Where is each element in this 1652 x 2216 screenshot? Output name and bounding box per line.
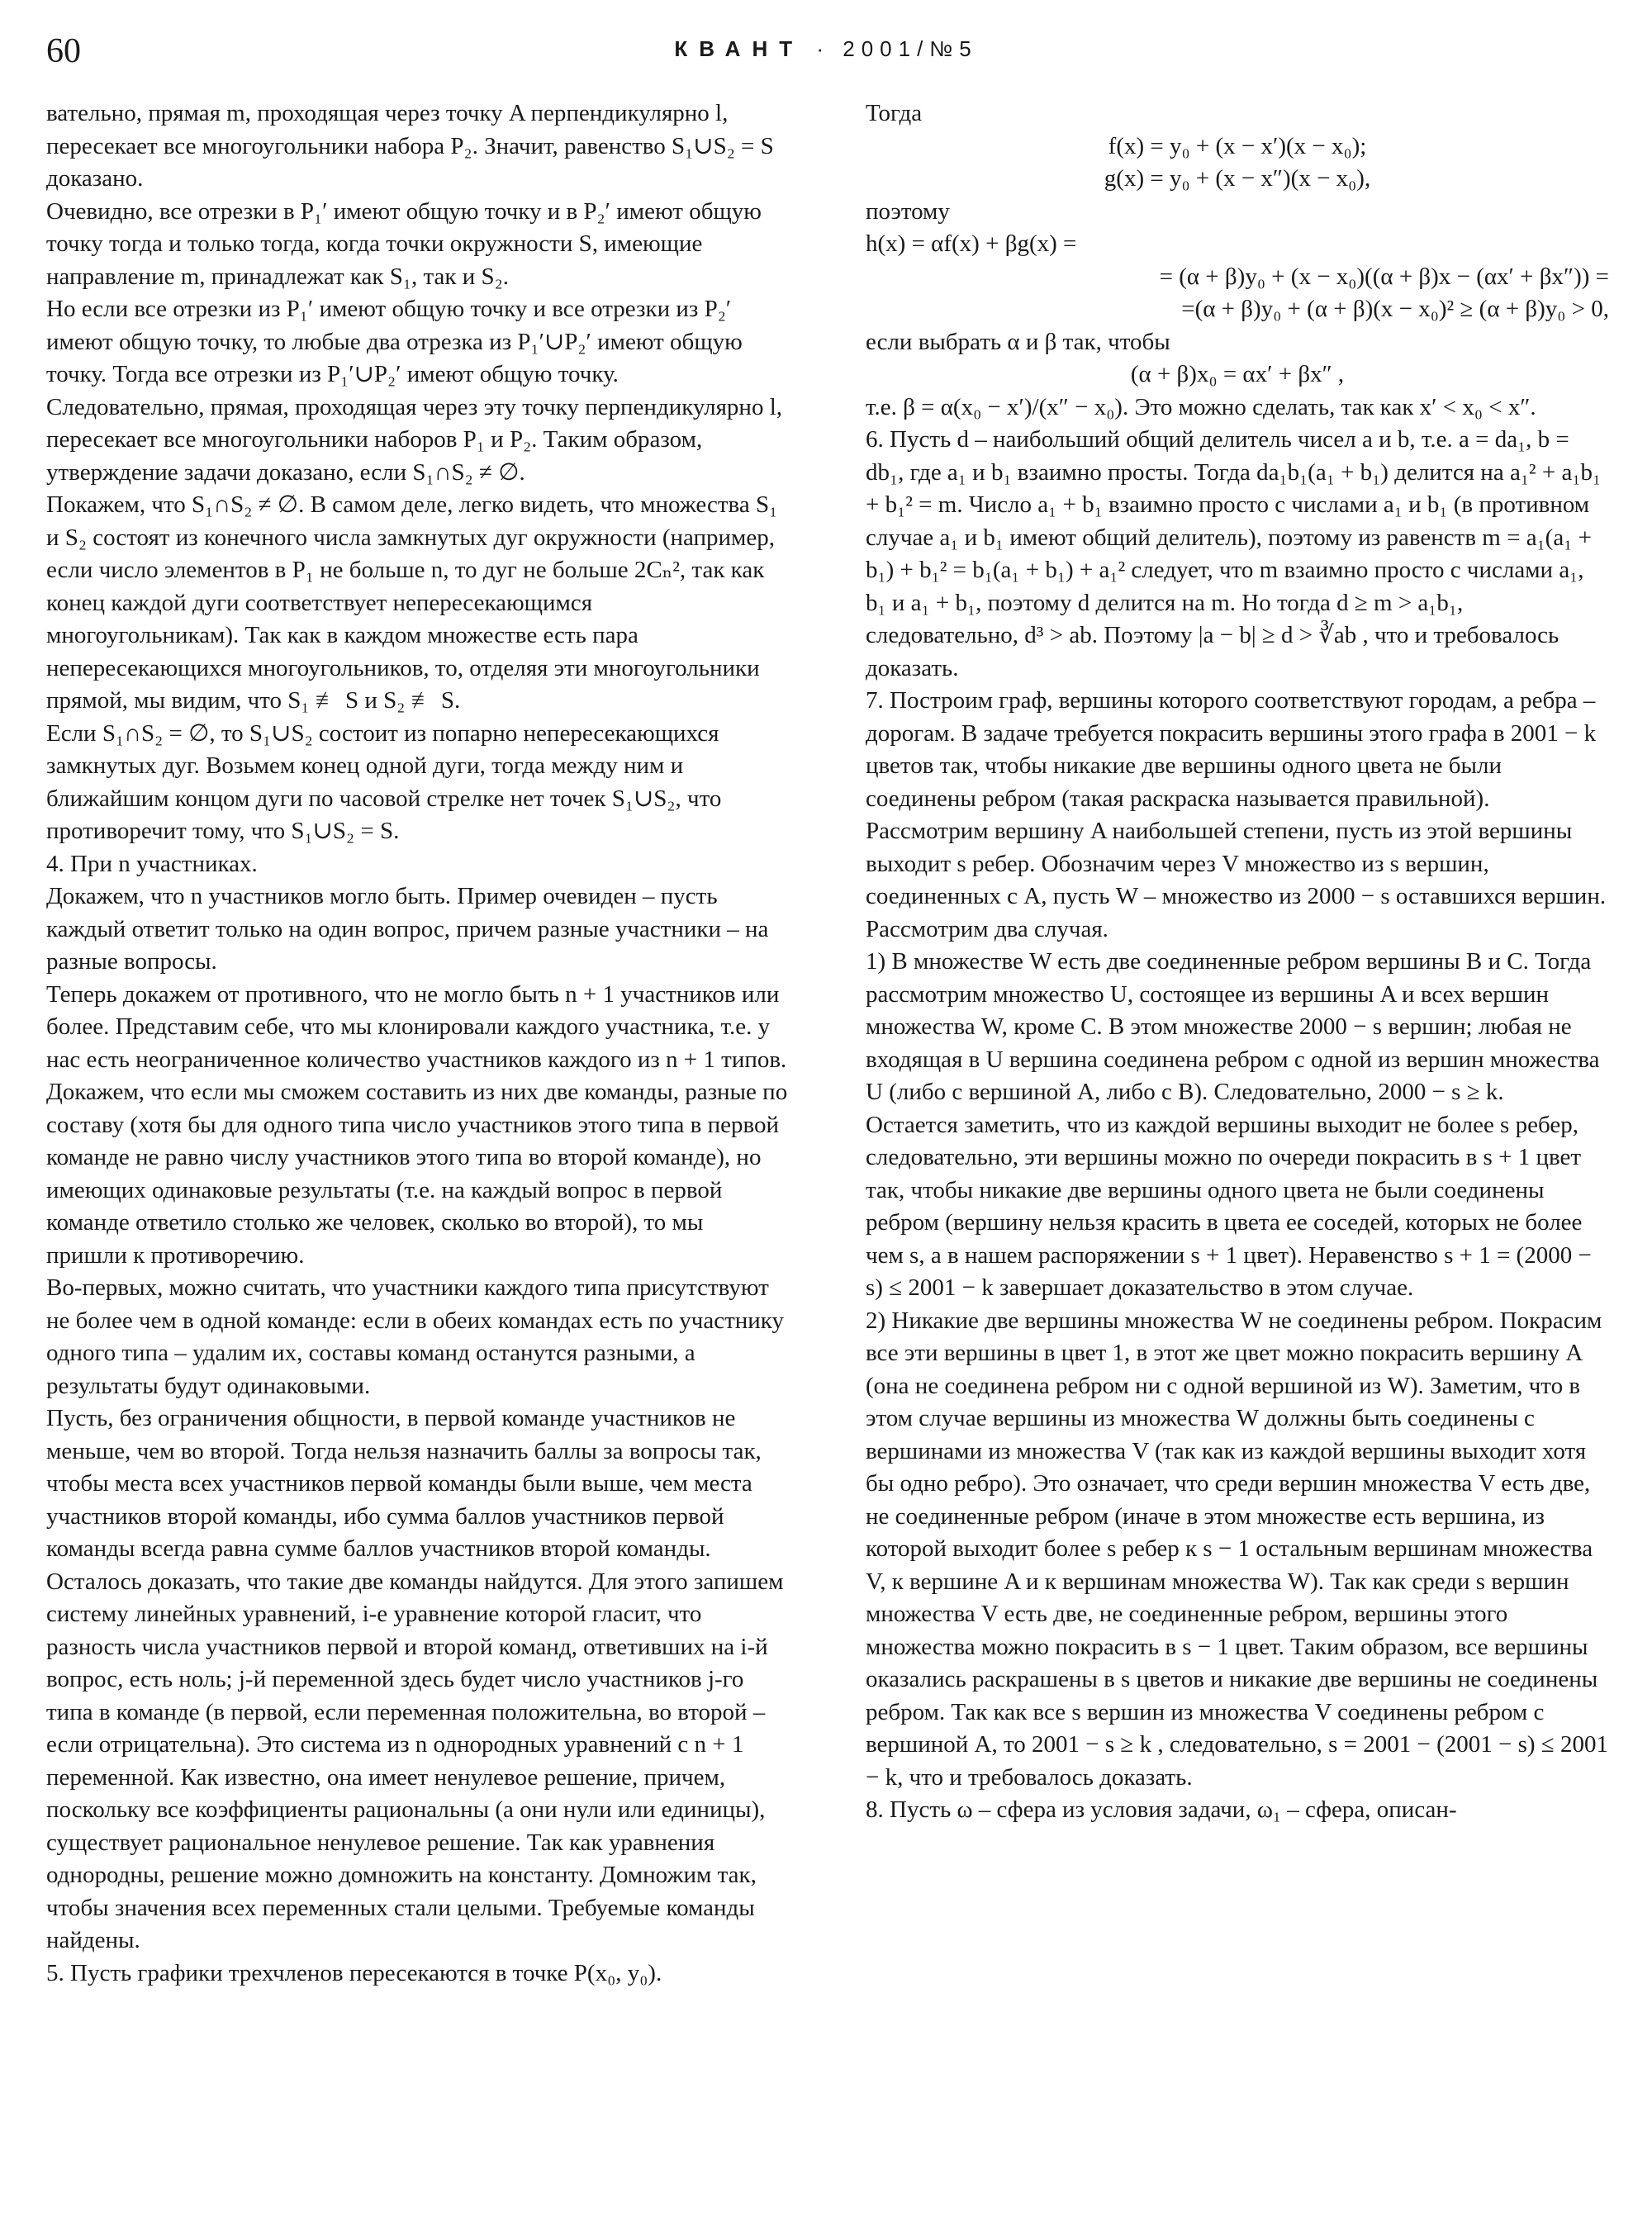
text-choose: если выбрать α и β так, чтобы bbox=[866, 328, 1170, 355]
problem-heading: 4. При n участниках. bbox=[46, 850, 258, 877]
left-column bbox=[46, 97, 790, 1990]
paragraph: 5. Пусть графики трехчленов пересекаются в точке P(x₀, y₀). bbox=[46, 1959, 662, 1986]
paragraph: Осталось доказать, что такие две команды найдутся. Для этого запишем систему линейных уравнений, i-е уравнение которой гласит, что разность числа участников первой и второй команд, ответивших на i-й вопрос, есть ноль; j-й переменной здесь будет число участников j-го типа в команде (в первой, если переменная положительна, во второй – если отрицательна). Это система из n однородных уравнений с n + 1 переменной. Как известно, она имеет ненулевое решение, причем, поскольку все коэффициенты рациональны (а они нули или единицы), существует рациональное ненулевое решение. Так как уравнения однородны, решение можно домножить на константу. Домножим так, чтобы значения всех переменных стали целыми. Требуемые команды найдены. bbox=[46, 1568, 784, 1953]
paragraph: 6. Пусть d – наибольший общий делитель чисел a и b, т.е. a = da₁, b = db₁, где a₁ и b₁ взаимно просты. Тогда da₁b₁(a₁ + b₁) делится на a₁² + a₁b₁ + b₁² = m. Число a₁ + b₁ взаимно просто с числами a₁ и b₁ (в противном случае a₁ и b₁ имеют общий делитель), поэтому из равенств m = a₁(a₁ + b₁) + b₁² = b₁(a₁ + b₁) + a₁² следует, что m взаимно просто с числами a₁, b₁ и a₁ + b₁, поэтому d делится на m. Но тогда d ≥ m > a₁b₁, следовательно, d³ > ab. Поэтому |a − b| ≥ d > ∛ab , что и требовалось доказать. bbox=[866, 426, 1602, 681]
paragraph: 1) В множестве W есть две соединенные ребром вершины B и C. Тогда рассмотрим множество U, состоящее из вершины A и всех вершин множества W, кроме C. В этом множестве 2000 − s вершин; любая не входящая в U вершина соединена ребром с одной из вершин множества U (либо с вершиной A, либо с B). Следовательно, 2000 − s ≥ k. bbox=[866, 948, 1600, 1105]
equation-h1: h(x) = αf(x) + βg(x) = bbox=[866, 230, 1077, 257]
paragraph: вательно, прямая m, проходящая через точку A перпендикулярно l, пересекает все многоугольники набора P₂. Значит, равенство S₁∪S₂ = S доказано. bbox=[46, 100, 774, 192]
paragraph: Если S₁∩S₂ = ∅, то S₁∪S₂ состоит из попарно непересекающихся замкнутых дуг. Возьмем конец одной дуги, тогда между ним и ближайшим концом дуги по часовой стрелке нет точек S₁∪S₂, что противоречит тому, что S₁∪S₂ = S. bbox=[46, 719, 722, 844]
issue-label: · 2001/№5 bbox=[816, 36, 978, 61]
paragraph: Но если все отрезки из P₁′ имеют общую точку и все отрезки из P₂′ имеют общую точку, то любые два отрезка из P₁′∪P₂′ имеют общую точку. Тогда все отрезки из P₁′∪P₂′ имеют общую точку. bbox=[46, 296, 743, 387]
paragraph: 8. Пусть ω – сфера из условия задачи, ω₁ – сфера, описан- bbox=[866, 1796, 1457, 1823]
equation-g: g(x) = y₀ + (x − x″)(x − x₀), bbox=[1104, 165, 1371, 192]
equation-h3: =(α + β)y₀ + (α + β)(x − x₀)² ≥ (α + β)y₀ > 0, bbox=[1181, 296, 1609, 322]
text-then: Тогда bbox=[866, 100, 923, 126]
text-therefore: поэтому bbox=[866, 197, 950, 225]
paragraph: Покажем, что S₁∩S₂ ≠ ∅. В самом деле, легко видеть, что множества S₁ и S₂ состоят из конечного числа замкнутых дуг окружности (например, если число элементов в P₁ не больше n, то дуг не больше 2Cₙ², так как конец каждой дуги соответствует непересекающимся многоугольникам). Так как в каждом множестве есть пара непересекающихся многоугольников, то, отделяя эти многоугольники прямой, мы видим, что S₁ ≢ S и S₂ ≢ S. bbox=[46, 491, 778, 714]
equation-f: f(x) = y₀ + (x − x′)(x − x₀); bbox=[1108, 132, 1367, 159]
paragraph: Во-первых, можно считать, что участники каждого типа присутствуют не более чем в одной команде: если в обеих командах есть по участнику одного типа – удалим их, составы команд останутся разными, а результаты будут одинаковыми. bbox=[46, 1274, 784, 1399]
page-number: 60 bbox=[46, 32, 81, 70]
paragraph: 7. Построим граф, вершины которого соответствуют городам, а ребра – дорогам. В задаче требуется покрасить вершины этого графа в 2001 − k цветов так, чтобы никакие две вершины одного цвета не были соединены ребром (такая раскраска называется правильной). bbox=[866, 687, 1597, 812]
journal-title: КВАНТ bbox=[674, 36, 805, 61]
paragraph: Остается заметить, что из каждой вершины выходит не более s ребер, следовательно, эти вершины можно по очереди покрасить в s + 1 цвет так, чтобы никакие две вершины одного цвета не были соединены ребром (вершину нельзя красить в цвета ее соседей, которых не более чем s, а в нашем распоряжении s + 1 цвет). Неравенство s + 1 = (2000 − s) ≤ 2001 − k завершает доказательство в этом случае. bbox=[866, 1111, 1592, 1301]
paragraph: Рассмотрим вершину A наибольшей степени, пусть из этой вершины выходит s ребер. Обозначим через V множество из s вершин, соединенных с A, пусть W – множество из 2000 − s оставшихся вершин. Рассмотрим два случая. bbox=[866, 818, 1607, 942]
paragraph: Пусть, без ограничения общности, в первой команде участников не меньше, чем во второй. Тогда нельзя назначить баллы за вопросы так, чтобы места всех участников первой команды были выше, чем места участников второй команды, ибо сумма баллов участников первой команды всегда равна сумме баллов участников второй команды. bbox=[46, 1405, 762, 1562]
paragraph: Следовательно, прямая, проходящая через эту точку перпендикулярно l, пересекает все многоугольники наборов P₁ и P₂. Таким образом, утверждение задачи доказано, если S₁∩S₂ ≠ ∅. bbox=[46, 393, 783, 486]
equation-h2: = (α + β)y₀ + (x − x₀)((α + β)x − (αx′ + βx″)) = bbox=[1159, 263, 1609, 290]
right-column bbox=[866, 97, 1609, 1827]
equation-condition: (α + β)x₀ = αx′ + βx″ , bbox=[1130, 361, 1345, 387]
running-header bbox=[0, 36, 1652, 62]
paragraph: Очевидно, все отрезки в P₁′ имеют общую точку и в P₂′ имеют общую точку тогда и только тогда, когда точки окружности S, имеющие направление m, принадлежат как S₁, так и S₂. bbox=[46, 197, 762, 290]
paragraph: Докажем, что n участников могло быть. Пример очевиден – пусть каждый ответит только на один вопрос, причем разные участники – на разные вопросы. bbox=[46, 883, 769, 975]
paragraph: Теперь докажем от противного, что не могло быть n + 1 участников или более. Представим себе, что мы клонировали каждого участника, т.е. у нас есть неограниченное количество участников каждого из n + 1 типов. Докажем, что если мы сможем составить из них две команды, разные по составу (хотя бы для одного типа число участников этого типа в первой команде не равно числу участников этого типа во второй команде), но имеющих одинаковые результаты (т.е. на каждый вопрос в первой команде ответило столько же человек, сколько во второй), то мы пришли к противоречию. bbox=[46, 980, 788, 1269]
text-ie: т.е. β = α(x₀ − x′)/(x″ − x₀). Это можно сделать, так как x′ < x₀ < x″. bbox=[866, 393, 1536, 420]
paragraph: 2) Никакие две вершины множества W не соединены ребром. Покрасим все эти вершины в цвет 1, в этот же цвет можно покрасить вершину A (она не соединена ребром ни с одной вершиной из W). Заметим, что в этом случае вершины из множества W должны быть соединены с вершинами из множества V (так как из каждой вершины выходит хотя бы одно ребро). Это означает, что среди вершин множества V есть две, не соединенные ребром (иначе в этом множестве есть вершина, из которой выходит более s ребер к s − 1 остальным вершинам множества V, к вершине A и к вершинам множества W). Так как среди s вершин множества V есть две, не соединенные ребром, вершины этого множества можно покрасить в s − 1 цвет. Таким образом, все вершины оказались раскрашены в s цветов и никакие две вершины не соединены ребром. Так как все s вершин из множества V соединены ребром с вершиной A, то 2001 − s ≥ k , следовательно, s = 2001 − (2001 − s) ≤ 2001 − k, что и требовалось доказать. bbox=[866, 1307, 1608, 1791]
